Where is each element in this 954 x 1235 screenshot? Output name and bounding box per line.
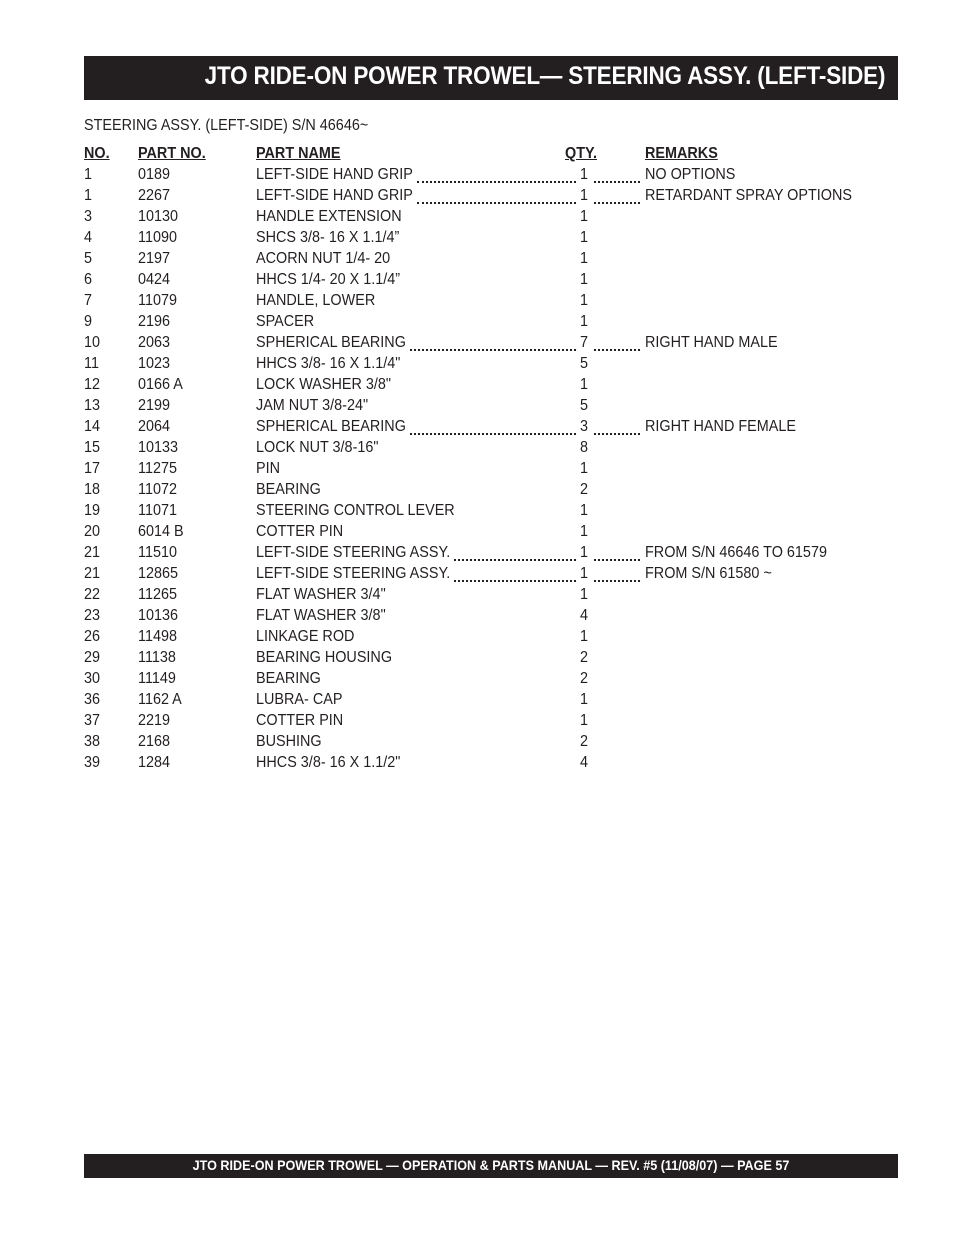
table-row <box>84 732 898 753</box>
part-no: 11079 <box>138 292 177 309</box>
part-name: LEFT-SIDE STEERING ASSY. <box>256 565 451 582</box>
table-row <box>84 207 898 228</box>
part-name: HHCS 3/8- 16 X 1.1/4" <box>256 355 401 372</box>
part-number-index: 10 <box>84 334 101 351</box>
table-row <box>84 165 898 186</box>
part-number-index: 11 <box>84 355 99 372</box>
part-no: 0424 <box>138 271 171 288</box>
table-row <box>84 396 898 417</box>
remarks: NO OPTIONS <box>645 166 736 183</box>
part-no: 11138 <box>138 649 176 666</box>
footer-text: JTO RIDE-ON POWER TROWEL — OPERATION & PARTS MANUAL — REV. #5 (11/08/07) — PAGE 57 <box>192 1157 790 1173</box>
part-name: LEFT-SIDE STEERING ASSY. <box>256 544 451 561</box>
part-no: 2197 <box>138 250 171 267</box>
part-no: 6014 B <box>138 523 184 540</box>
page-title: JTO RIDE-ON POWER TROWEL— STEERING ASSY. (LEFT-SIDE) <box>204 62 885 90</box>
part-no: 11090 <box>138 229 177 246</box>
table-row <box>84 627 898 648</box>
remarks: FROM S/N 61580 ~ <box>645 565 772 582</box>
part-no: 10133 <box>138 439 179 456</box>
part-no: 2219 <box>138 712 171 729</box>
qty: 2 <box>580 670 589 687</box>
table-row <box>84 564 898 585</box>
part-name: BEARING <box>256 670 321 687</box>
part-number-index: 37 <box>84 712 101 729</box>
qty: 5 <box>580 397 589 414</box>
part-name: BEARING <box>256 481 321 498</box>
dot-leader <box>594 543 640 561</box>
part-name: ACORN NUT 1/4- 20 <box>256 250 391 267</box>
part-number-index: 14 <box>84 418 101 435</box>
dot-leader <box>594 333 640 351</box>
table-row <box>84 501 898 522</box>
part-name: SPHERICAL BEARING <box>256 334 406 351</box>
table-row <box>84 270 898 291</box>
part-name: JAM NUT 3/8-24" <box>256 397 369 414</box>
assembly-subtitle: STEERING ASSY. (LEFT-SIDE) S/N 46646~ <box>84 117 369 134</box>
part-no: 11275 <box>138 460 177 477</box>
part-number-index: 4 <box>84 229 93 246</box>
part-no: 1162 A <box>138 691 182 708</box>
dot-leader <box>417 186 576 204</box>
table-row <box>84 711 898 732</box>
part-name: HHCS 1/4- 20 X 1.1/4” <box>256 271 401 288</box>
part-no: 0189 <box>138 166 171 183</box>
qty: 1 <box>580 523 589 540</box>
table-row <box>84 291 898 312</box>
part-no: 2064 <box>138 418 171 435</box>
remarks: RETARDANT SPRAY OPTIONS <box>645 187 852 204</box>
part-number-index: 38 <box>84 733 101 750</box>
part-no: 0166 A <box>138 376 183 393</box>
qty: 1 <box>580 376 589 393</box>
part-no: 11510 <box>138 544 177 561</box>
qty: 1 <box>580 460 589 477</box>
qty: 1 <box>580 502 589 519</box>
part-number-index: 39 <box>84 754 101 771</box>
part-no: 1284 <box>138 754 171 771</box>
dot-leader <box>410 333 576 351</box>
part-name: HANDLE EXTENSION <box>256 208 402 225</box>
qty: 1 <box>580 691 589 708</box>
part-number-index: 19 <box>84 502 101 519</box>
part-number-index: 22 <box>84 586 101 603</box>
part-no: 2168 <box>138 733 171 750</box>
table-row <box>84 186 898 207</box>
col-header-remarks: REMARKS <box>645 145 718 162</box>
dot-leader <box>454 564 576 582</box>
qty: 1 <box>580 628 589 645</box>
dot-leader <box>417 165 576 183</box>
table-body <box>84 165 898 774</box>
parts-table <box>84 144 898 774</box>
part-name: PIN <box>256 460 281 477</box>
table-row <box>84 522 898 543</box>
qty: 1 <box>580 586 589 603</box>
dot-leader <box>594 186 640 204</box>
part-number-index: 1 <box>84 187 93 204</box>
part-name: LINKAGE ROD <box>256 628 355 645</box>
table-row <box>84 228 898 249</box>
part-number-index: 3 <box>84 208 93 225</box>
table-row <box>84 480 898 501</box>
part-no: 11265 <box>138 586 177 603</box>
col-header-part-name: PART NAME <box>256 145 341 162</box>
qty: 1 <box>580 271 589 288</box>
part-name: SPACER <box>256 313 315 330</box>
qty: 1 <box>580 565 589 582</box>
table-row <box>84 648 898 669</box>
part-name: FLAT WASHER 3/8" <box>256 607 386 624</box>
part-name: LUBRA- CAP <box>256 691 343 708</box>
qty: 1 <box>580 187 589 204</box>
qty: 1 <box>580 250 589 267</box>
part-number-index: 5 <box>84 250 93 267</box>
part-number-index: 29 <box>84 649 101 666</box>
table-row <box>84 543 898 564</box>
part-no: 2196 <box>138 313 171 330</box>
part-number-index: 12 <box>84 376 101 393</box>
qty: 5 <box>580 355 589 372</box>
part-name: SHCS 3/8- 16 X 1.1/4” <box>256 229 400 246</box>
part-name: LOCK WASHER 3/8" <box>256 376 392 393</box>
part-number-index: 20 <box>84 523 101 540</box>
table-header-row <box>84 144 898 165</box>
part-no: 2199 <box>138 397 171 414</box>
dot-leader <box>454 543 576 561</box>
part-number-index: 17 <box>84 460 101 477</box>
qty: 1 <box>580 544 589 561</box>
qty: 1 <box>580 712 589 729</box>
part-name: SPHERICAL BEARING <box>256 418 406 435</box>
part-no: 12865 <box>138 565 179 582</box>
part-no: 1023 <box>138 355 171 372</box>
part-name: LOCK NUT 3/8-16" <box>256 439 379 456</box>
qty: 2 <box>580 649 589 666</box>
qty: 4 <box>580 754 589 771</box>
part-no: 11149 <box>138 670 176 687</box>
part-no: 10130 <box>138 208 179 225</box>
part-number-index: 36 <box>84 691 101 708</box>
col-header-qty: QTY. <box>565 145 598 162</box>
col-header-part-no: PART NO. <box>138 145 206 162</box>
table-row <box>84 375 898 396</box>
part-number-index: 21 <box>84 544 101 561</box>
dot-leader <box>594 564 640 582</box>
col-header-no: NO. <box>84 145 110 162</box>
table-row <box>84 249 898 270</box>
table-row <box>84 333 898 354</box>
part-name: STEERING CONTROL LEVER <box>256 502 455 519</box>
dot-leader <box>594 165 640 183</box>
part-name: HANDLE, LOWER <box>256 292 376 309</box>
title-bar <box>84 56 898 100</box>
part-no: 11498 <box>138 628 177 645</box>
part-number-index: 1 <box>84 166 93 183</box>
qty: 7 <box>580 334 589 351</box>
qty: 4 <box>580 607 589 624</box>
table-row <box>84 417 898 438</box>
part-name: HHCS 3/8- 16 X 1.1/2" <box>256 754 401 771</box>
table-row <box>84 753 898 774</box>
part-no: 11072 <box>138 481 177 498</box>
table-row <box>84 438 898 459</box>
part-no: 2267 <box>138 187 171 204</box>
table-row <box>84 585 898 606</box>
part-number-index: 13 <box>84 397 101 414</box>
qty: 2 <box>580 733 589 750</box>
part-name: COTTER PIN <box>256 523 344 540</box>
part-number-index: 21 <box>84 565 101 582</box>
part-name: FLAT WASHER 3/4" <box>256 586 386 603</box>
qty: 8 <box>580 439 589 456</box>
part-number-index: 15 <box>84 439 101 456</box>
part-no: 10136 <box>138 607 179 624</box>
part-name: LEFT-SIDE HAND GRIP <box>256 166 413 183</box>
part-number-index: 9 <box>84 313 93 330</box>
part-number-index: 18 <box>84 481 101 498</box>
table-row <box>84 312 898 333</box>
dot-leader <box>594 417 640 435</box>
part-name: BUSHING <box>256 733 322 750</box>
table-row <box>84 606 898 627</box>
part-name: LEFT-SIDE HAND GRIP <box>256 187 413 204</box>
part-no: 2063 <box>138 334 171 351</box>
part-number-index: 26 <box>84 628 101 645</box>
part-name: COTTER PIN <box>256 712 344 729</box>
qty: 2 <box>580 481 589 498</box>
table-row <box>84 459 898 480</box>
remarks: RIGHT HAND MALE <box>645 334 778 351</box>
footer-bar <box>84 1154 898 1178</box>
qty: 1 <box>580 229 589 246</box>
qty: 1 <box>580 313 589 330</box>
table-row <box>84 354 898 375</box>
remarks: RIGHT HAND FEMALE <box>645 418 796 435</box>
remarks: FROM S/N 46646 TO 61579 <box>645 544 827 561</box>
qty: 1 <box>580 292 589 309</box>
qty: 1 <box>580 208 589 225</box>
part-number-index: 6 <box>84 271 93 288</box>
part-number-index: 7 <box>84 292 93 309</box>
table-row <box>84 669 898 690</box>
part-name: BEARING HOUSING <box>256 649 393 666</box>
part-no: 11071 <box>138 502 177 519</box>
qty: 3 <box>580 418 589 435</box>
qty: 1 <box>580 166 589 183</box>
dot-leader <box>410 417 576 435</box>
part-number-index: 23 <box>84 607 101 624</box>
part-number-index: 30 <box>84 670 101 687</box>
table-row <box>84 690 898 711</box>
